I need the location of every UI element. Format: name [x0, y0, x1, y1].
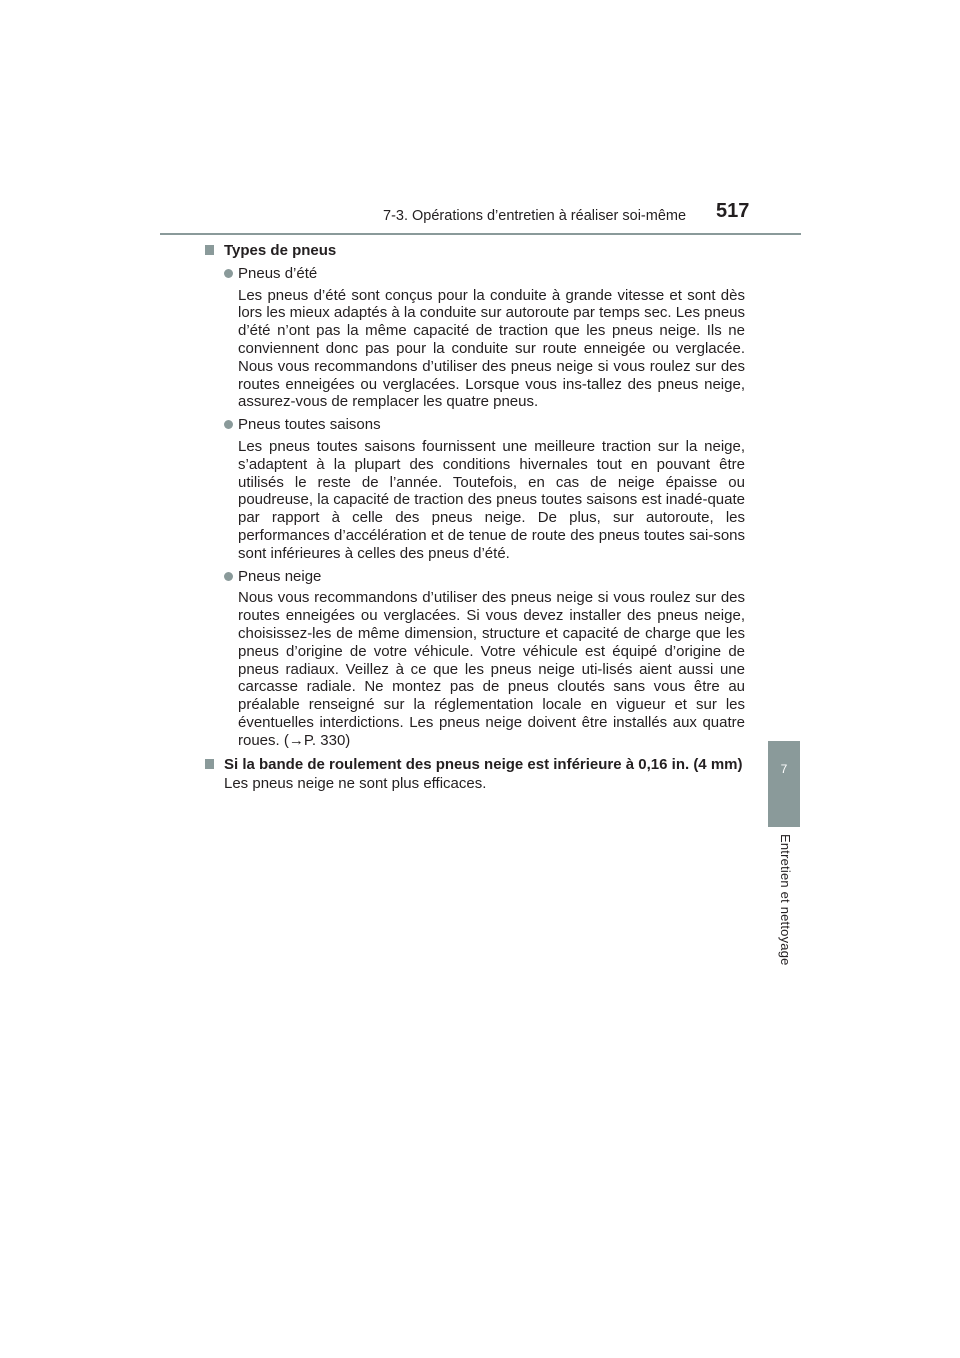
bullet-summer-tires [214, 265, 745, 283]
bullet-snow-tires [214, 568, 745, 586]
chapter-tab [768, 741, 800, 827]
chapter-number: 7 [780, 762, 788, 776]
section-paragraph: Les pneus neige ne sont plus efficaces. [224, 775, 487, 793]
header-divider [160, 233, 801, 235]
bullet-label: Pneus toutes saisons [238, 416, 381, 434]
bullet-paragraph: Les pneus toutes saisons fournissent une meilleure traction sur la neige, s’adaptent à la plupart des conditions hivernales tout en pouvant être utilisés le reste de l’année. Toutefois, en cas de neige épaisse ou poudreuse, la capacité de traction des pneus toutes saisons est inadé-quate par rapport à celle des pneus neige. De plus, sur autoroute, les performances d’accélération et de tenue de route des pneus toutes sai-sons sont inférieures à celles des pneus d’été. [238, 437, 745, 562]
square-bullet-icon [205, 245, 214, 255]
bullet-paragraph: Les pneus d’été sont conçus pour la conduite à grande vitesse et sont dès lors les mieux adaptés à la conduite sur autoroute par temps sec. Les pneus d’été n’ont pas la même capacité de traction que les pneus neige. Ils ne conviennent donc pas pour la conduite sur route enneigée ou verglacée. Nous vous recommandons d’utiliser des pneus neige si vous roulez sur des routes enneigées ou verglacées. Lorsque vous ins-tallez des pneus neige, assurez-vous de remplacer les quatre pneus. [238, 286, 745, 411]
page-number: 517 [716, 200, 750, 222]
section-heading-text: Types de pneus [224, 242, 337, 259]
square-bullet-icon [205, 759, 214, 769]
bullet-all-season-tires [214, 416, 745, 434]
bullet-label: Pneus d’été [238, 264, 318, 282]
section-heading-tire-types [214, 242, 745, 260]
bullet-paragraph: Nous vous recommandons d’utiliser des pneus neige si vous roulez sur des routes enneigées ou verglacées. Si vous devez installer des pneus neige, choisissez-les de même dimension, structure et capacité de charge que les pneus d’origine de votre véhicule. Votre véhicule est équipé d’origine de pneus radiaux. Veillez à ce que les pneus neige uti-lisés aient aussi une carcasse radiale. Ne montez pas de pneus cloutés sans vous être au préalable renseigné sur la réglementation locale en vigueur et sur les éventuelles interdictions. Les pneus neige doivent être installés aux quatre roues. (→P. 330) [238, 589, 745, 749]
chapter-label: Entretien et nettoyage [778, 834, 793, 966]
header-section-title: 7-3. Opérations d’entretien à réaliser soi-même [383, 208, 687, 224]
section-heading-text: Si la bande de roulement des pneus neige est inférieure à 0,16 in. (4 mm) [224, 755, 743, 773]
circle-bullet-icon [224, 572, 233, 581]
section-heading-tread-depth [214, 756, 745, 774]
bullet-label: Pneus neige [238, 567, 322, 585]
page-content [214, 242, 745, 793]
circle-bullet-icon [224, 269, 233, 278]
